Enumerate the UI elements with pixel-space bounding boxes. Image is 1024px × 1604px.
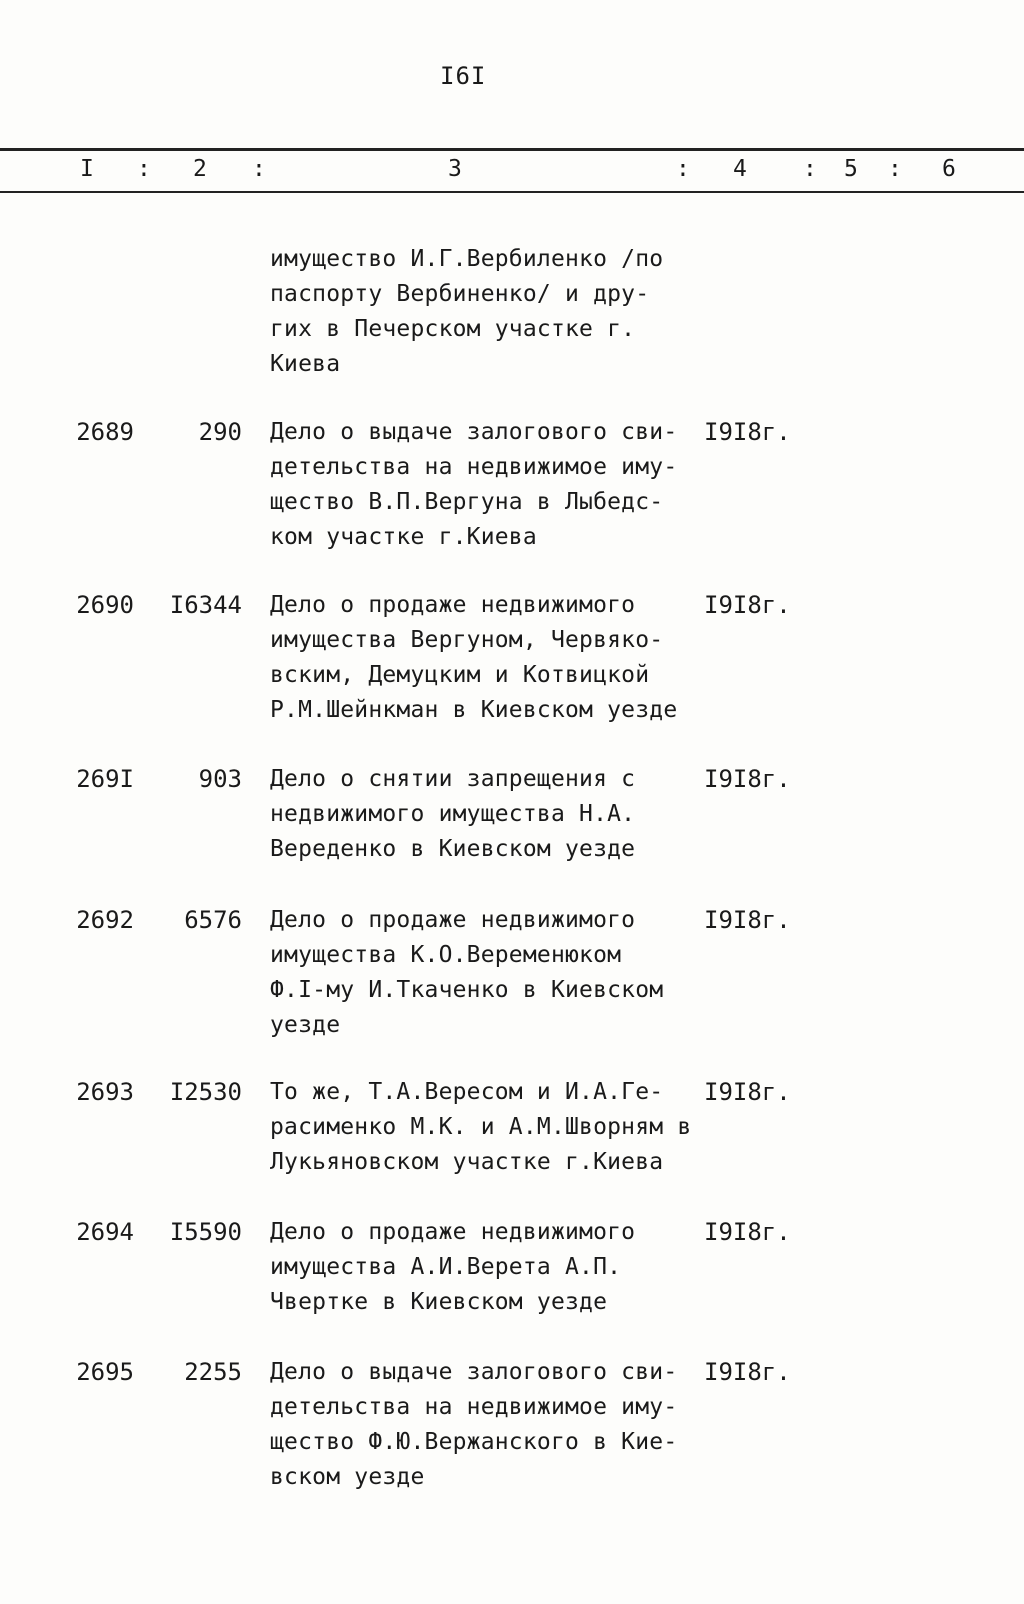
entry-code: I2530 (169, 1078, 242, 1106)
description-line: имущество И.Г.Вербиленко /по (270, 246, 664, 272)
description-line: вским, Демуцким и Котвицкой (270, 662, 650, 688)
description-line: щество В.П.Вергуна в Лыбедс- (270, 489, 664, 515)
description-line: вском уезде (270, 1464, 425, 1490)
entry-number: 2689 (76, 418, 134, 446)
entry-number: 2694 (76, 1218, 134, 1246)
entry-number: 2695 (76, 1358, 134, 1386)
description-line: Дело о продаже недвижимого (270, 907, 636, 933)
entry-description (270, 588, 710, 728)
description-line: недвижимого имущества Н.А. (270, 801, 636, 827)
description-line: Чвертке в Киевском уезде (270, 1289, 608, 1315)
column-separator: : (803, 156, 817, 182)
header-top-rule (0, 148, 1024, 151)
column-header-1: I (80, 156, 94, 182)
description-line: Вереденко в Киевском уезде (270, 836, 636, 862)
entry-code: I6344 (169, 591, 242, 619)
description-line: уезде (270, 1012, 341, 1038)
description-line: щество Ф.Ю.Вержанского в Кие- (270, 1429, 678, 1455)
description-line: Киева (270, 351, 341, 377)
column-separator: : (888, 156, 902, 182)
description-line: имущества К.О.Веременюком (270, 942, 622, 968)
column-separator: : (676, 156, 690, 182)
entry-number: 2690 (76, 591, 134, 619)
column-header-5: 5 (844, 156, 858, 182)
entry-description (270, 242, 710, 382)
description-line: То же, Т.А.Вересом и И.А.Ге- (270, 1079, 664, 1105)
description-line: ком участке г.Киева (270, 524, 537, 550)
description-line: Р.М.Шейнкман в Киевском уезде (270, 697, 678, 723)
description-line: Ф.I-му И.Ткаченко в Киевском (270, 977, 664, 1003)
entry-code: 2255 (184, 1358, 242, 1386)
entry-number: 269I (76, 765, 134, 793)
description-line: Дело о снятии запрещения с (270, 766, 636, 792)
description-line: Дело о продаже недвижимого (270, 592, 636, 618)
description-line: Лукьяновском участке г.Киева (270, 1149, 664, 1175)
description-line: Дело о продаже недвижимого (270, 1219, 636, 1245)
header-bottom-rule (0, 191, 1024, 193)
entry-code: 290 (198, 418, 242, 446)
description-line: Дело о выдаче залогового сви- (270, 1359, 678, 1385)
entry-year: I9I8г. (704, 418, 791, 446)
entry-code: I5590 (169, 1218, 242, 1246)
entry-year: I9I8г. (704, 1078, 791, 1106)
entry-year: I9I8г. (704, 906, 791, 934)
entry-year: I9I8г. (704, 1218, 791, 1246)
entry-year: I9I8г. (704, 765, 791, 793)
entry-description (270, 415, 710, 555)
description-line: детельства на недвижимое иму- (270, 454, 678, 480)
entry-description (270, 1075, 710, 1180)
entry-description (270, 762, 710, 867)
entry-year: I9I8г. (704, 591, 791, 619)
description-line: Дело о выдаче залогового сви- (270, 419, 678, 445)
entry-code: 903 (198, 765, 242, 793)
column-separator: : (252, 156, 266, 182)
entry-code: 6576 (184, 906, 242, 934)
entry-number: 2692 (76, 906, 134, 934)
description-line: детельства на недвижимое иму- (270, 1394, 678, 1420)
description-line: паспорту Вербиненко/ и дру- (270, 281, 650, 307)
entry-description (270, 1355, 710, 1495)
description-line: расименко М.К. и А.М.Шворням в (270, 1114, 692, 1140)
column-header-2: 2 (193, 156, 207, 182)
column-header-4: 4 (733, 156, 747, 182)
description-line: гих в Печерском участке г. (270, 316, 636, 342)
entry-description (270, 1215, 710, 1320)
entry-number: 2693 (76, 1078, 134, 1106)
entry-description (270, 903, 710, 1043)
page-number: I6I (440, 62, 487, 90)
column-header-3: 3 (448, 156, 462, 182)
column-header-6: 6 (942, 156, 956, 182)
column-separator: : (137, 156, 151, 182)
description-line: имущества А.И.Верета А.П. (270, 1254, 622, 1280)
entry-year: I9I8г. (704, 1358, 791, 1386)
description-line: имущества Вергуном, Червяко- (270, 627, 664, 653)
